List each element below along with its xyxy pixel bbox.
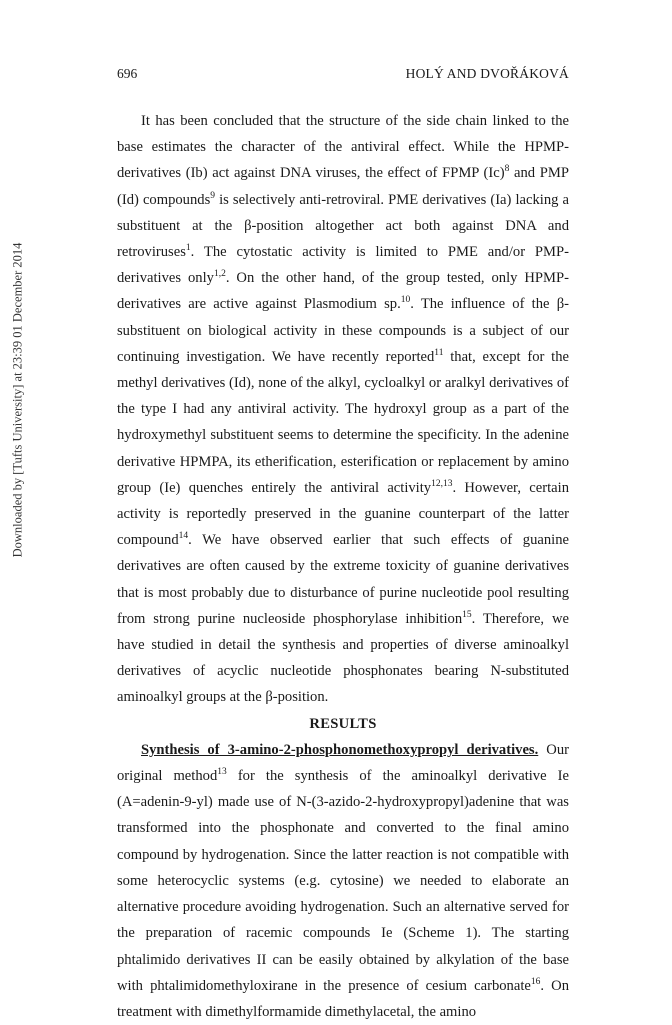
text-run: Our original method	[117, 741, 569, 785]
text-run: . The cytostatic activity is limited to PME and/or PMP-derivatives only	[117, 244, 569, 287]
text-run: . However, certain activity is reportedly preserved in the guanine counterpart of the latter compound	[117, 479, 569, 549]
reference-mark: 13	[217, 767, 227, 778]
text-run: . The influence of the β-substituent on biological activity in these compounds is a subject of our continuing investigation. We have recently reported	[117, 296, 569, 365]
section-heading-results: RESULTS	[309, 715, 377, 732]
download-watermark	[6, 120, 30, 680]
reference-mark: 1	[185, 243, 191, 254]
reference-mark: 16	[530, 976, 541, 987]
reference-mark: 8	[504, 164, 510, 175]
text-run: . On the other hand, of the group tested, only HPMP-derivatives are active against Plasmodium sp.	[117, 270, 569, 313]
running-head: HOLÝ AND DVOŘÁKOVÁ	[405, 66, 569, 81]
reference-mark: 1,2	[213, 269, 226, 280]
text-run: It has been concluded that the structure of the side chain linked to the base estimates the character of the antiviral effect. While the HPMP-derivatives (Ib) act against DNA viruses, the effect of FPMP (Ic)	[117, 113, 569, 182]
text-run: that, except for the methyl derivatives (Id), none of the alkyl, cycloalkyl or aralkyl derivatives of the type I had any antiviral activity. The hydroxyl group as a part of the hydroxymethyl substituent seems to determine the specificity. In the adenine derivative HPMPA, its etherification, esterification or replacement by amino group (Ie) quenches entirely the antiviral activity	[117, 348, 569, 496]
article-body	[117, 108, 569, 1025]
paragraph-synthesis	[117, 737, 569, 1025]
text-run: and PMP (Id) compounds	[117, 165, 569, 208]
page-number: 696	[117, 66, 138, 81]
text-run: is selectively anti-retroviral. PME derivatives (Ia) lacking a substituent at the β-position altogether act both against DNA and retroviruses	[117, 191, 569, 261]
reference-mark: 15	[462, 609, 472, 620]
reference-mark: 12,13	[431, 478, 453, 489]
reference-mark: 11	[434, 347, 444, 358]
text-run: . Therefore, we have studied in detail the synthesis and properties of diverse aminoalkyl derivatives of acyclic nucleotide phosphonates bearing N-substituted aminoalkyl groups at the β-position.	[117, 610, 569, 706]
subsection-heading: Synthesis of 3-amino-2-phosphonomethoxypropyl derivatives.	[141, 741, 539, 758]
text-run: for the synthesis of the aminoalkyl derivative Ie (A=adenin-9-yl) made use of N-(3-azido-2-hydroxypropyl)adenine that was transformed into the phosphonate and converted to the final amino compound by hydrogenation. Since the latter reaction is not compatible with some heterocyclic systems (e.g. cytosine) we needed to elaborate an alternative procedure avoiding hydrogenation. Such an alternative served for the preparation of racemic compounds Ie (Scheme 1). The starting phtalimido derivatives II can be easily obtained by alkylation of the base with phtalimidomethyloxirane in the presence of cesium carbonate	[117, 768, 569, 994]
text-run: . On treatment with dimethylformamide dimethylacetal, the amino	[117, 977, 569, 1020]
paragraph-intro	[117, 108, 569, 711]
reference-mark: 14	[178, 531, 189, 542]
reference-mark: 9	[210, 190, 215, 201]
text-run: . We have observed earlier that such effects of guanine derivatives are often caused by the extreme toxicity of guanine derivatives that is most probably due to disturbance of purine nucleotide pool resulting from strong purine nucleoside phosphorylase inhibition	[117, 532, 569, 627]
page-header	[117, 66, 569, 86]
reference-mark: 10	[400, 295, 411, 306]
download-watermark-text: Downloaded by [Tufts University] at 23:39 01 December 2014	[10, 242, 25, 558]
